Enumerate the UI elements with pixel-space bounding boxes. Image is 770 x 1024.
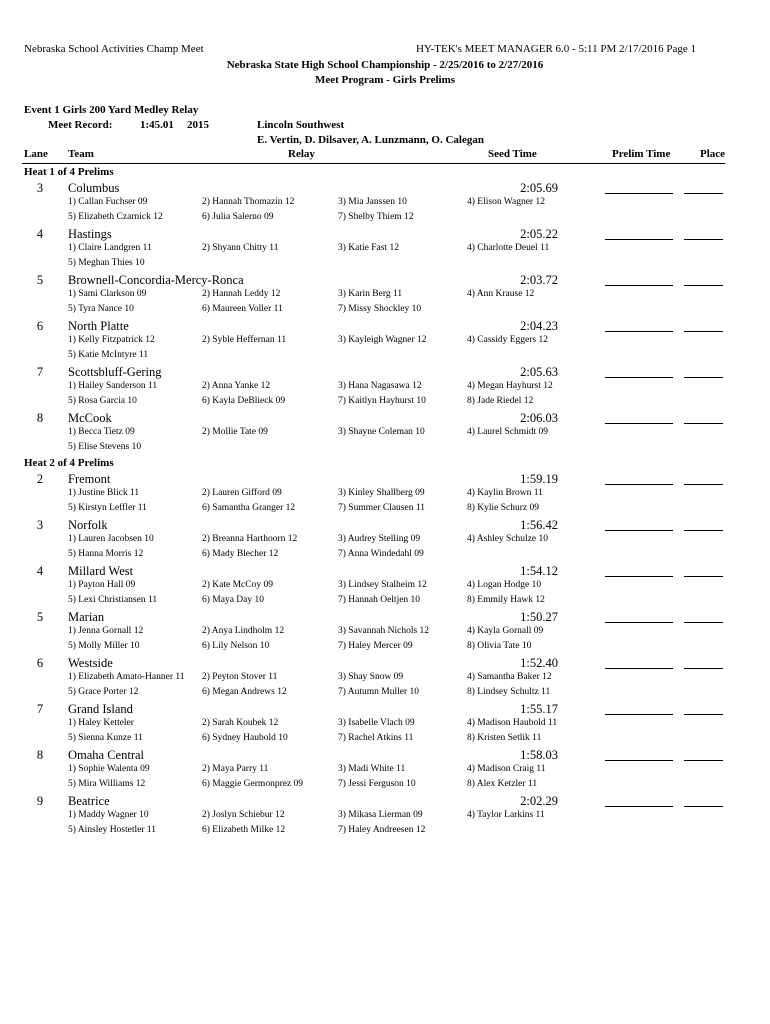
team-row [0,180,770,196]
team-row [0,272,770,288]
seed-time: 1:50.27 [520,610,558,624]
prelim-time-blank [605,331,673,332]
swimmer-name: 6) Maureen Voller 11 [202,304,283,314]
lane-number: 3 [36,181,44,195]
swimmer-row [0,380,770,395]
swimmer-name: 4) Laurel Schmidt 09 [467,427,548,437]
swimmer-name: 4) Madison Haubold 11 [467,718,558,728]
swimmer-name: 5) Sienna Kunze 11 [68,733,143,743]
swimmer-row [0,763,770,778]
place-blank [684,423,723,424]
swimmer-name: 7) Haley Andreesen 12 [338,825,426,835]
seed-time: 2:05.63 [520,365,558,379]
swimmer-name: 4) Logan Hodge 10 [467,580,542,590]
swimmer-name: 2) Lauren Gifford 09 [202,488,282,498]
swimmer-name: 4) Cassidy Eggers 12 [467,335,549,345]
program-subtitle: Meet Program - Girls Prelims [314,74,456,86]
swimmer-name: 2) Peyton Stover 11 [202,672,278,682]
heats-list [0,165,770,839]
swimmer-name: 5) Elizabeth Czarnick 12 [68,212,163,222]
team-row [0,609,770,625]
swimmer-name: 2) Hannah Thomazin 12 [202,197,295,207]
place-blank [684,484,723,485]
swimmer-name: 1) Maddy Wagner 10 [68,810,149,820]
lane-number: 2 [36,472,44,486]
lane-number: 5 [36,610,44,624]
meet-name: Nebraska School Activities Champ Meet [24,43,204,55]
team-name: Grand Island [68,702,133,716]
lane-number: 7 [36,702,44,716]
swimmer-name: 8) Lindsey Schultz 11 [467,687,551,697]
swimmer-name: 1) Callan Fuchser 09 [68,197,148,207]
swimmer-row [0,257,770,272]
swimmer-row [0,349,770,364]
swimmer-name: 6) Samantha Granger 12 [202,503,296,513]
team-row [0,471,770,487]
team-row [0,226,770,242]
swimmer-row [0,334,770,349]
swimmer-name: 4) Ann Krause 12 [467,289,535,299]
swimmer-name: 1) Elizabeth Amato-Hanner 11 [68,672,185,682]
swimmer-name: 3) Shayne Coleman 10 [338,427,425,437]
swimmer-name: 3) Hana Nagasawa 12 [338,381,422,391]
team-row [0,655,770,671]
prelim-time-blank [605,760,673,761]
swimmer-name: 8) Alex Ketzler 11 [467,779,538,789]
swimmer-row [0,824,770,839]
swimmer-name: 1) Jenna Gornall 12 [68,626,144,636]
swimmer-name: 4) Kayla Gornall 09 [467,626,544,636]
prelim-time-blank [605,668,673,669]
lane-number: 9 [36,794,44,808]
heat-header [0,165,770,180]
swimmer-name: 5) Mira Williams 12 [68,779,146,789]
seed-time: 2:05.22 [520,227,558,241]
place-blank [684,714,723,715]
seed-time: 2:02.29 [520,794,558,808]
seed-time: 2:03.72 [520,273,558,287]
team-name: Hastings [68,227,112,241]
swimmer-name: 6) Maya Day 10 [202,595,264,605]
swimmer-name: 7) Missy Shockley 10 [338,304,422,314]
relay-entry [0,747,770,793]
prelim-time-blank [605,285,673,286]
swimmer-row [0,196,770,211]
swimmer-name: 2) Joslyn Schiebur 12 [202,810,285,820]
swimmer-name: 3) Katie Fast 12 [338,243,399,253]
lane-number: 8 [36,748,44,762]
lane-number: 6 [36,656,44,670]
swimmer-name: 6) Maggie Germonprez 09 [202,779,304,789]
relay-entry [0,609,770,655]
seed-time: 2:04.23 [520,319,558,333]
meet-record-label: Meet Record: [48,119,113,131]
prelim-time-blank [605,423,673,424]
col-team: Team [68,148,94,160]
seed-time: 1:52.40 [520,656,558,670]
swimmer-name: 6) Mady Blecher 12 [202,549,279,559]
swimmer-name: 4) Taylor Larkins 11 [467,810,545,820]
place-blank [684,239,723,240]
team-name: Westside [68,656,113,670]
place-blank [684,193,723,194]
meet-record-time: 1:45.01 [140,119,174,131]
swimmer-name: 3) Lindsey Stalheim 12 [338,580,427,590]
swimmer-name: 3) Audrey Stelling 09 [338,534,421,544]
seed-time: 2:06.03 [520,411,558,425]
swimmer-name: 1) Sophie Walenta 09 [68,764,150,774]
swimmer-name: 1) Justine Blick 11 [68,488,140,498]
relay-entry [0,701,770,747]
header-rule [22,163,725,164]
swimmer-name: 1) Payton Hall 09 [68,580,136,590]
lane-number: 3 [36,518,44,532]
team-name: Fremont [68,472,111,486]
swimmer-name: 7) Anna Windedahl 09 [338,549,424,559]
swimmer-name: 5) Tyra Nance 10 [68,304,134,314]
team-row [0,517,770,533]
software-timestamp: HY-TEK's MEET MANAGER 6.0 - 5:11 PM 2/17/2016 Page 1 [415,43,696,55]
swimmer-row [0,303,770,318]
swimmer-name: 2) Shyann Chitty 11 [202,243,279,253]
col-prelim-time: Prelim Time [612,148,671,160]
prelim-time-blank [605,806,673,807]
seed-time: 1:54.12 [520,564,558,578]
swimmer-name: 7) Shelby Thiem 12 [338,212,414,222]
seed-time: 1:55.17 [520,702,558,716]
team-name: Omaha Central [68,748,145,762]
swimmer-name: 5) Lexi Christiansen 11 [68,595,158,605]
relay-entry [0,318,770,364]
relay-entry [0,180,770,226]
swimmer-name: 5) Kirstyn Leffler 11 [68,503,147,513]
swimmer-name: 4) Elison Wagner 12 [467,197,545,207]
relay-entry [0,364,770,410]
heat-label: Heat 2 of 4 Prelims [24,457,114,469]
heat-label: Heat 1 of 4 Prelims [24,166,114,178]
swimmer-name: 2) Breanna Harthoorn 12 [202,534,298,544]
swimmer-name: 6) Elizabeth Milke 12 [202,825,286,835]
swimmer-name: 8) Kylie Schurz 09 [467,503,540,513]
swimmer-row [0,288,770,303]
swimmer-name: 3) Mia Janssen 10 [338,197,407,207]
swimmer-name: 3) Isabelle Vlach 09 [338,718,415,728]
swimmer-name: 6) Megan Andrews 12 [202,687,287,697]
swimmer-name: 7) Summer Clausen 11 [338,503,425,513]
swimmer-row [0,426,770,441]
swimmer-name: 7) Hannah Oeltjen 10 [338,595,421,605]
swimmer-name: 4) Kaylin Brown 11 [467,488,543,498]
place-blank [684,622,723,623]
swimmer-name: 3) Kayleigh Wagner 12 [338,335,427,345]
prelim-time-blank [605,622,673,623]
lane-number: 7 [36,365,44,379]
prelim-time-blank [605,714,673,715]
swimmer-name: 6) Julia Salerno 09 [202,212,274,222]
swimmer-name: 4) Ashley Schulze 10 [467,534,549,544]
swimmer-name: 4) Charlotte Deuel 11 [467,243,550,253]
team-row [0,793,770,809]
place-blank [684,377,723,378]
swimmer-name: 4) Samantha Baker 12 [467,672,552,682]
swimmer-name: 5) Molly Miller 10 [68,641,140,651]
swimmer-name: 1) Hailey Sanderson 11 [68,381,158,391]
swimmer-name: 3) Shay Snow 09 [338,672,404,682]
swimmer-name: 3) Madi White 11 [338,764,406,774]
team-name: McCook [68,411,112,425]
relay-entry [0,226,770,272]
relay-entry [0,517,770,563]
swimmer-row [0,211,770,226]
swimmer-name: 1) Haley Ketteler [68,718,134,728]
seed-time: 1:56.42 [520,518,558,532]
lane-number: 8 [36,411,44,425]
team-name: Beatrice [68,794,110,808]
swimmer-name: 5) Katie McIntyre 11 [68,350,149,360]
meet-record-team: Lincoln Southwest [257,119,345,131]
swimmer-row [0,686,770,701]
swimmer-name: 1) Lauren Jacobsen 10 [68,534,154,544]
swimmer-name: 7) Autumn Muller 10 [338,687,420,697]
swimmer-row [0,487,770,502]
prelim-time-blank [605,193,673,194]
swimmer-name: 1) Sami Clarkson 09 [68,289,147,299]
column-headers [0,148,770,163]
team-name: North Platte [68,319,129,333]
swimmer-row [0,242,770,257]
col-place: Place [700,148,726,160]
place-blank [684,668,723,669]
swimmer-name: 2) Kate McCoy 09 [202,580,273,590]
relay-entry [0,655,770,701]
swimmer-name: 5) Hanna Morris 12 [68,549,144,559]
team-name: Columbus [68,181,120,195]
swimmer-name: 1) Claire Landgren 11 [68,243,152,253]
swimmer-row [0,625,770,640]
swimmer-name: 3) Mikasa Lierman 09 [338,810,423,820]
swimmer-name: 4) Madison Craig 11 [467,764,546,774]
prelim-time-blank [605,377,673,378]
swimmer-row [0,671,770,686]
place-blank [684,285,723,286]
swimmer-name: 3) Karin Berg 11 [338,289,403,299]
swimmer-name: 5) Elise Stevens 10 [68,442,142,452]
place-blank [684,806,723,807]
swimmer-name: 3) Kinley Shallberg 09 [338,488,425,498]
swimmer-name: 7) Jessi Ferguson 10 [338,779,416,789]
meet-record-swimmers: E. Vertin, D. Dilsaver, A. Lunzmann, O. Calegan [257,134,484,146]
swimmer-row [0,809,770,824]
swimmer-name: 6) Lily Nelson 10 [202,641,270,651]
col-seed-time: Seed Time [488,148,537,160]
swimmer-name: 5) Ainsley Hostetler 11 [68,825,157,835]
swimmer-name: 7) Haley Mercer 09 [338,641,413,651]
meet-record-year: 2015 [187,119,209,131]
place-blank [684,760,723,761]
swimmer-row [0,533,770,548]
team-row [0,701,770,717]
relay-entry [0,471,770,517]
swimmer-name: 8) Olivia Tate 10 [467,641,532,651]
swimmer-name: 8) Jade Riedel 12 [467,396,534,406]
place-blank [684,576,723,577]
seed-time: 2:05.69 [520,181,558,195]
swimmer-row [0,548,770,563]
swimmer-name: 5) Grace Porter 12 [68,687,139,697]
prelim-time-blank [605,239,673,240]
swimmer-name: 2) Hannah Leddy 12 [202,289,281,299]
prelim-time-blank [605,484,673,485]
swimmer-name: 2) Anna Yanke 12 [202,381,271,391]
lane-number: 5 [36,273,44,287]
swimmer-name: 1) Becca Tietz 09 [68,427,135,437]
team-name: Millard West [68,564,134,578]
event-title: Event 1 Girls 200 Yard Medley Relay [24,104,199,116]
swimmer-name: 8) Kristen Setlik 11 [467,733,542,743]
seed-time: 1:58.03 [520,748,558,762]
swimmer-name: 8) Emmily Hawk 12 [467,595,545,605]
swimmer-name: 2) Anya Lindholm 12 [202,626,285,636]
lane-number: 4 [36,564,44,578]
team-name: Marian [68,610,105,624]
swimmer-row [0,778,770,793]
seed-time: 1:59.19 [520,472,558,486]
place-blank [684,530,723,531]
swimmer-name: 3) Savannah Nichols 12 [338,626,430,636]
swimmer-row [0,640,770,655]
relay-entry [0,793,770,839]
col-relay: Relay [288,148,315,160]
relay-entry [0,563,770,609]
swimmer-row [0,732,770,747]
swimmer-name: 1) Kelly Fitzpatrick 12 [68,335,155,345]
swimmer-name: 7) Rachel Atkins 11 [338,733,414,743]
col-lane: Lane [24,148,48,160]
swimmer-row [0,594,770,609]
swimmer-name: 2) Sarah Koubek 12 [202,718,279,728]
team-row [0,410,770,426]
team-name: Norfolk [68,518,108,532]
team-row [0,747,770,763]
prelim-time-blank [605,576,673,577]
team-row [0,364,770,380]
team-name: Scottsbluff-Gering [68,365,162,379]
swimmer-row [0,579,770,594]
swimmer-name: 2) Maya Parry 11 [202,764,269,774]
relay-entry [0,272,770,318]
swimmer-row [0,395,770,410]
swimmer-name: 6) Kayla DeBlieck 09 [202,396,286,406]
championship-title: Nebraska State High School Championship - 2/25/2016 to 2/27/2016 [226,59,544,71]
relay-entry [0,410,770,456]
swimmer-name: 5) Rosa Garcia 10 [68,396,137,406]
swimmer-name: 2) Syble Heffernan 11 [202,335,287,345]
team-name: Brownell-Concordia-Mercy-Ronca [68,273,244,287]
heat-header [0,456,770,471]
team-row [0,563,770,579]
swimmer-row [0,717,770,732]
prelim-time-blank [605,530,673,531]
swimmer-name: 5) Meghan Thies 10 [68,258,145,268]
swimmer-name: 6) Sydney Haubold 10 [202,733,288,743]
lane-number: 4 [36,227,44,241]
swimmer-row [0,502,770,517]
lane-number: 6 [36,319,44,333]
place-blank [684,331,723,332]
swimmer-name: 2) Mollie Tate 09 [202,427,268,437]
swimmer-row [0,441,770,456]
swimmer-name: 4) Megan Hayhurst 12 [467,381,553,391]
team-row [0,318,770,334]
swimmer-name: 7) Kaitlyn Hayhurst 10 [338,396,426,406]
